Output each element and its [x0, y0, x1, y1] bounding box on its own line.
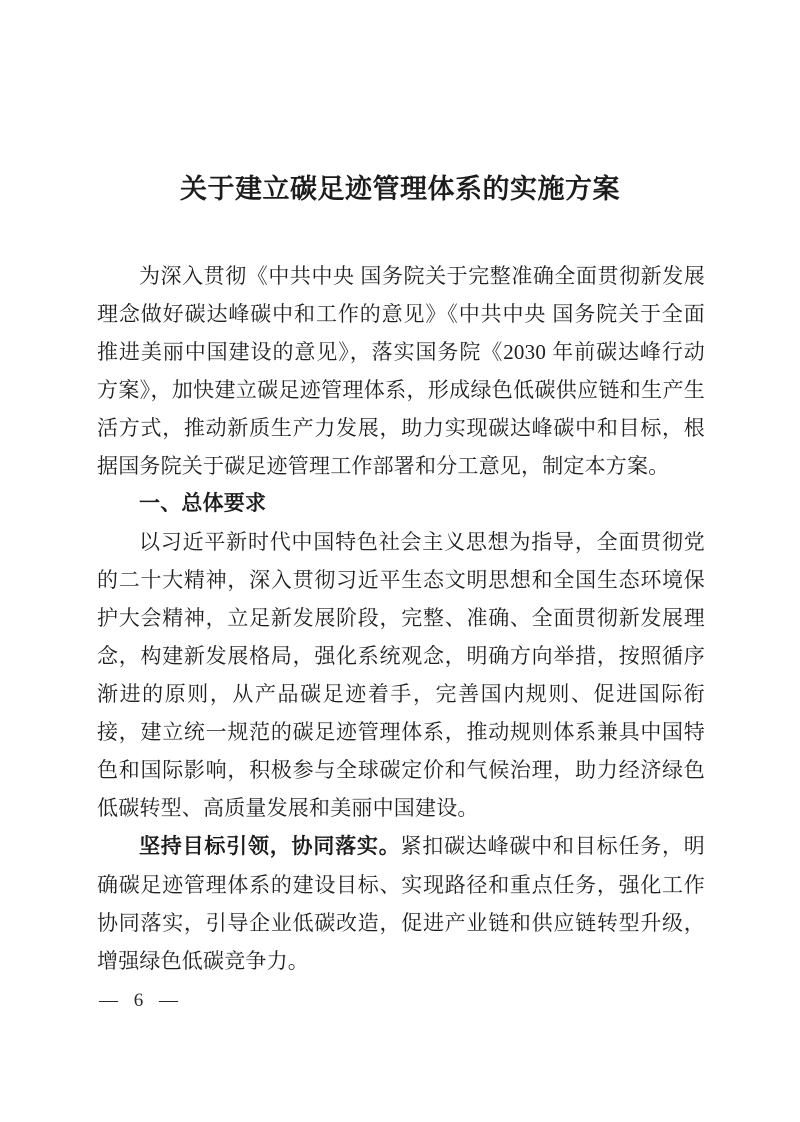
principle-lead: 坚持目标引领，协同落实。 — [139, 835, 401, 858]
document-body — [97, 257, 705, 980]
document-title: 关于建立碳足迹管理体系的实施方案 — [180, 174, 620, 204]
principle-body: 紧扣碳达峰碳中和目标任务，明确碳足迹管理体系的建设目标、实现路径和重点任务，强化工作协同落实，引导企业低碳改造，促进产业链和供应链转型升级，增强绿色低碳竞争力。 — [97, 834, 705, 973]
section-heading-general-requirements: 一、总体要求 — [139, 492, 267, 515]
section-body-paragraph: 以习近平新时代中国特色社会主义思想为指导，全面贯彻党的二十大精神，深入贯彻习近平生态文明思想和全国生态环境保护大会精神，立足新发展阶段，完整、准确、全面贯彻新发展理念，构建新发展格局，强化系统观念，明确方向举措，按照循序渐进的原则，从产品碳足迹着手，完善国内规则、促进国际衔接，建立统一规范的碳足迹管理体系，推动规则体系兼具中国特色和国际影响，积极参与全球碳定价和气候治理，助力经济绿色低碳转型、高质量发展和美丽中国建设。 — [97, 530, 705, 820]
principle-paragraph — [97, 827, 705, 980]
intro-paragraph: 为深入贯彻《中共中央 国务院关于完整准确全面贯彻新发展理念做好碳达峰碳中和工作的意见》《中共中央 国务院关于全面推进美丽中国建设的意见》，落实国务院《2030 年前碳达峰行动方案》，加快建立碳足迹管理体系，形成绿色低碳供应链和生产生活方式，推动新质生产力发展，助力实现碳达峰碳中和目标，根据国务院关于碳足迹管理工作部署和分工意见，制定本方案。 — [97, 264, 705, 478]
page-number: — 6 — — [99, 990, 179, 1011]
page-footer — [99, 988, 179, 1014]
